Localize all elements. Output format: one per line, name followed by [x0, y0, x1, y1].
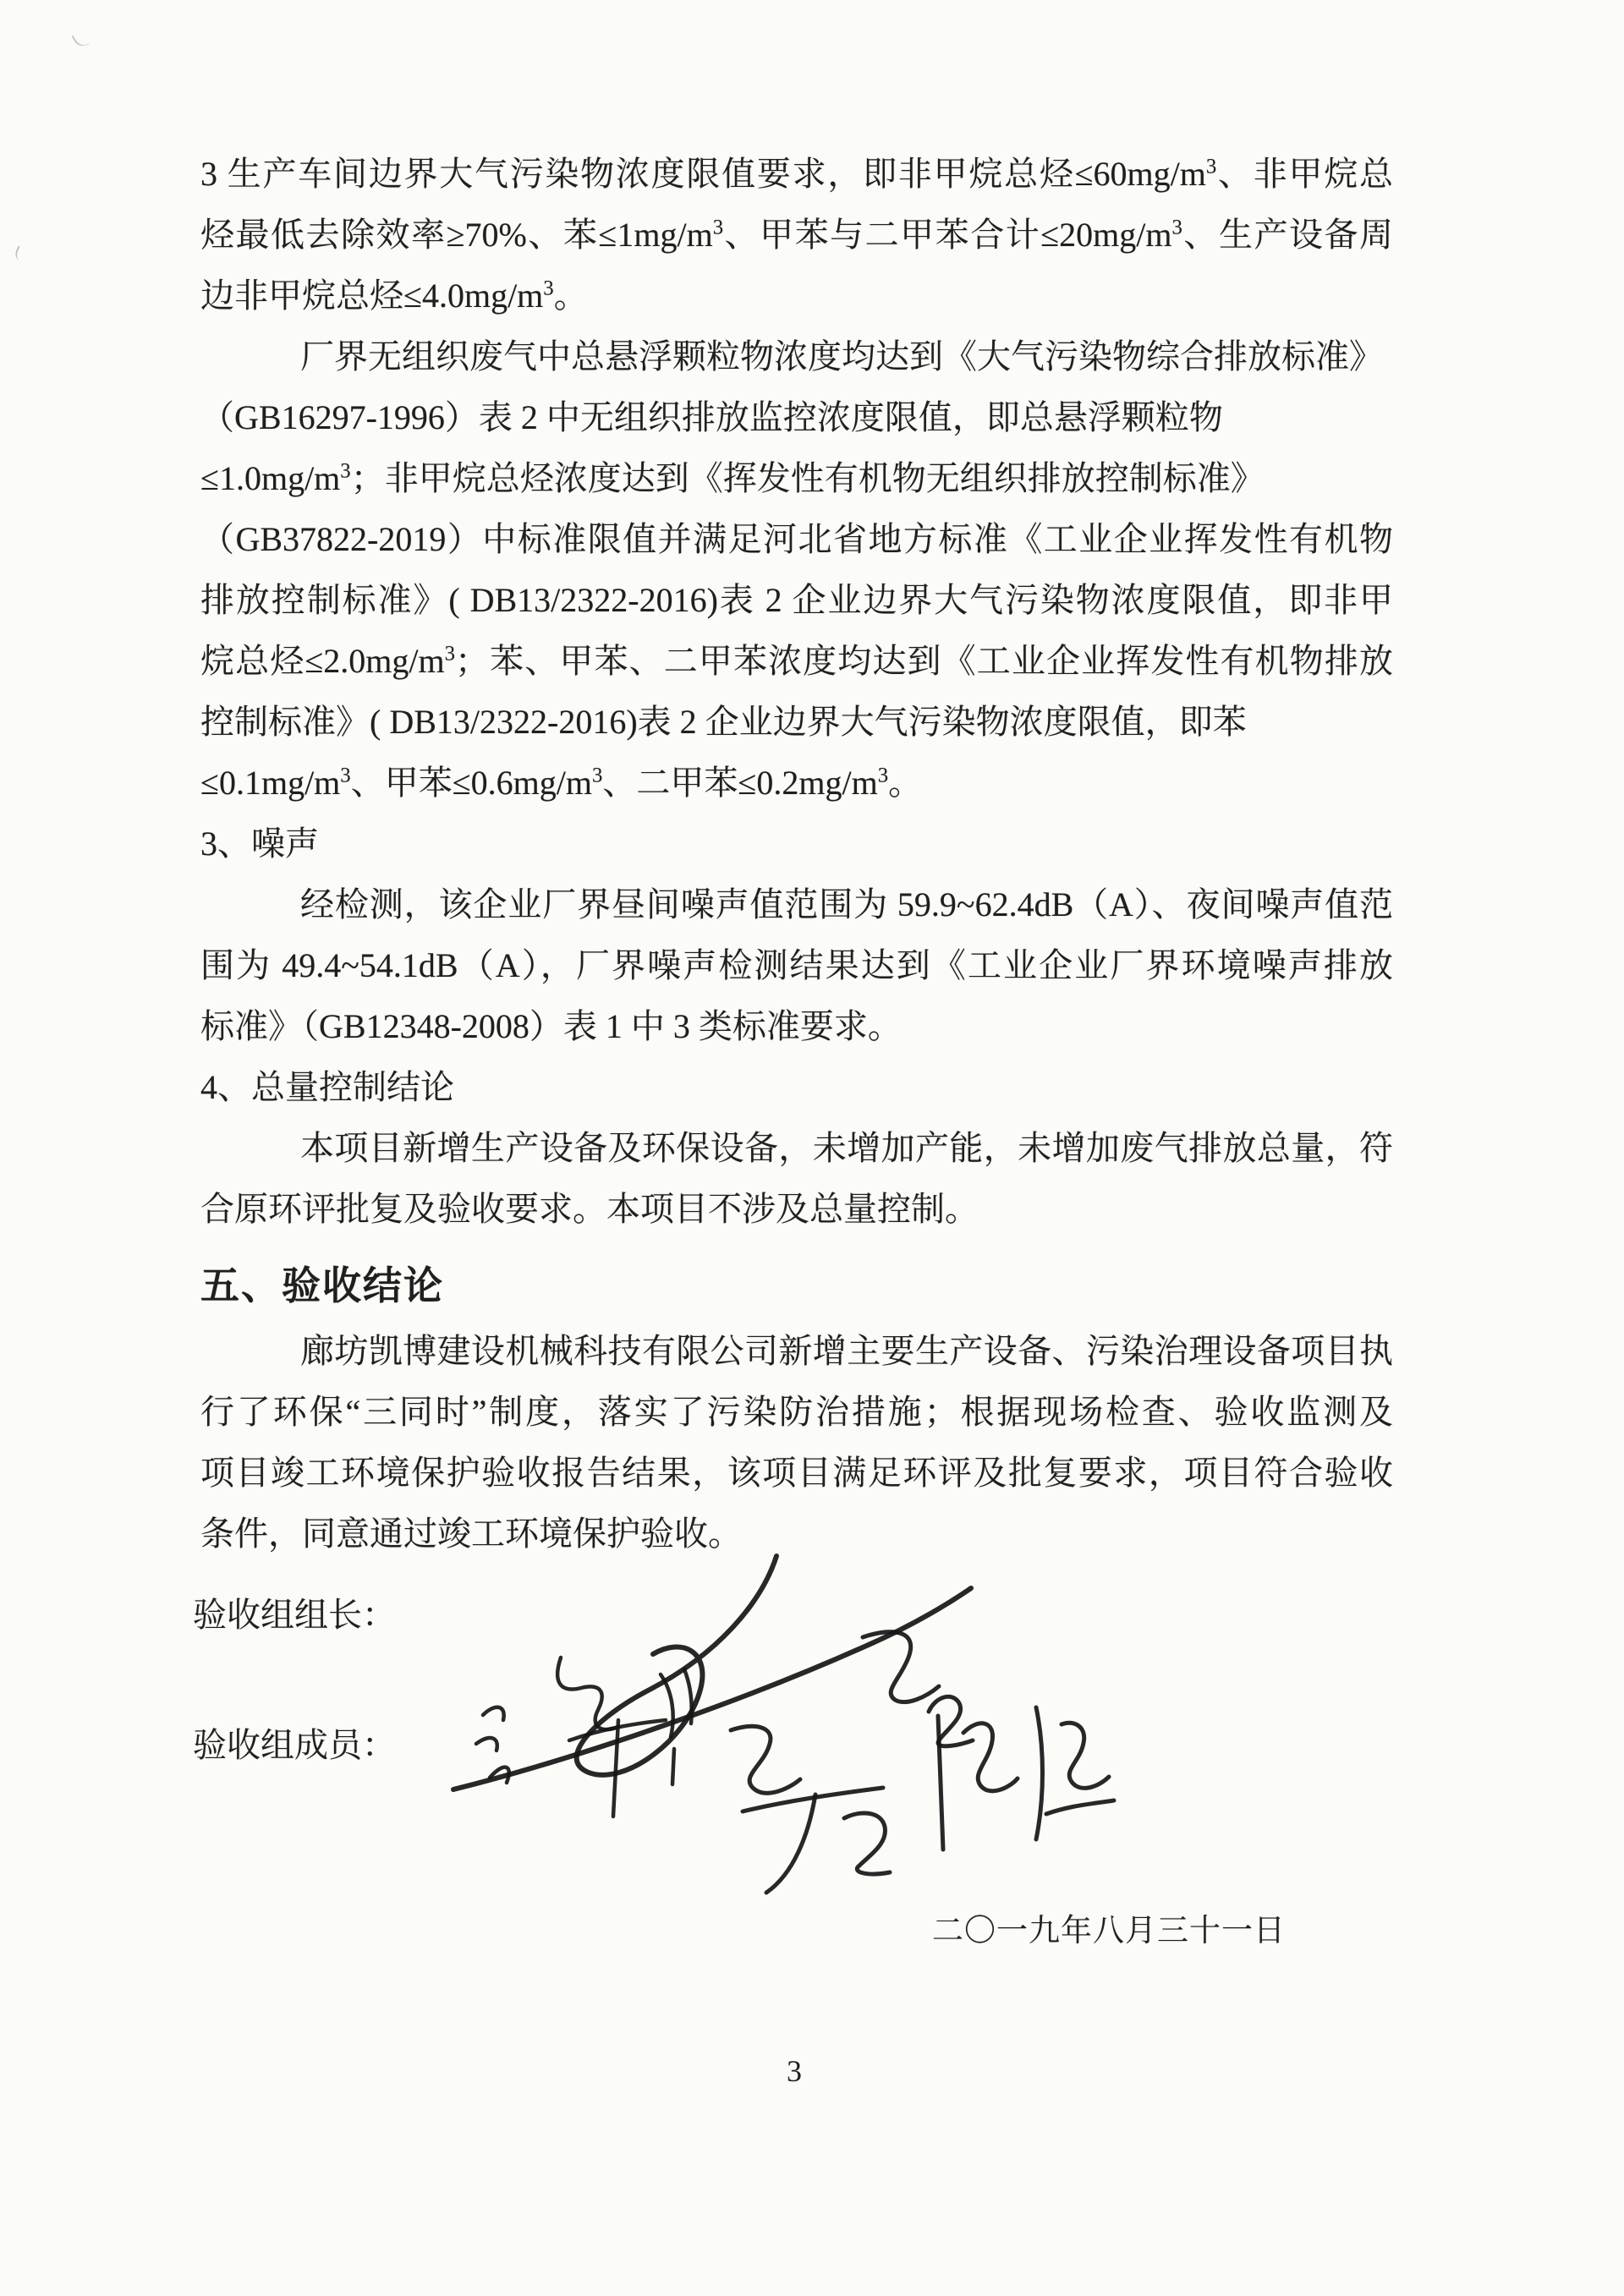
text-line: 3、噪声	[200, 825, 319, 863]
text-line: 控制标准》( DB13/2322-2016)表 2 企业边界大气污染物浓度限值，即苯	[200, 703, 1247, 741]
text-line: （GB16297-1996）表 2 中无组织排放监控浓度限值，即总悬浮颗粒物	[200, 398, 1223, 436]
text-line: 经检测，该企业厂界昼间噪声值范围为 59.9~62.4dB（A）、夜间噪声值范	[300, 885, 1393, 923]
document-date: 二〇一九年八月三十一日	[932, 1914, 1286, 1948]
member-signature-label: 验收组成员：	[193, 1726, 396, 1764]
member-signature-1	[461, 1649, 706, 1822]
member-signature-3	[918, 1687, 1121, 1873]
text-line: 项目竣工环境保护验收报告结果，该项目满足环评及批复要求，项目符合验收	[200, 1454, 1393, 1492]
text-line: 标准》（GB12348-2008）表 1 中 3 类标准要求。	[200, 1007, 902, 1045]
scan-artifact	[13, 245, 27, 261]
scan-artifact	[72, 30, 91, 50]
text-line: 烷总烃$\le 2.0mg/m^3$；苯、甲苯、二甲苯浓度均达到《工业企业挥发性有机物排放	[200, 642, 1394, 680]
text-line: 边非甲烷总烃$\le 4.0mg/m^3$。	[200, 277, 588, 315]
text-line: 合原环评批复及验收要求。本项目不涉及总量控制。	[200, 1190, 979, 1228]
text-line: 围为 49.4~54.1dB（A），厂界噪声检测结果达到《工业企业厂界环境噪声排放	[200, 946, 1393, 984]
text-line: $\le 1.0mg/m^3$；非甲烷总烃浓度达到《挥发性有机物无组织排放控制标准》	[200, 459, 1265, 497]
text-line: 廊坊凯博建设机械科技有限公司新增主要生产设备、污染治理设备项目执	[300, 1332, 1393, 1370]
page-number: 3	[787, 2054, 802, 2088]
text-line: 厂界无组织废气中总悬浮颗粒物浓度均达到《大气污染物综合排放标准》	[300, 337, 1383, 375]
document-body	[200, 144, 1393, 1564]
text-line: 本项目新增生产设备及环保设备，未增加产能，未增加废气排放总量，符	[300, 1129, 1393, 1167]
text-line: （GB37822-2019）中标准限值并满足河北省地方标准《工业企业挥发性有机物	[200, 520, 1393, 558]
text-line: $\le 0.1mg/m^3$、甲苯$\le 0.6mg/m^3$、二甲苯$\le 0.2mg/m^3$。	[200, 764, 923, 802]
text-line: 4、总量控制结论	[200, 1068, 454, 1106]
text-line: 行了环保“三同时”制度，落实了污染防治措施；根据现场检查、验收监测及	[200, 1393, 1393, 1431]
text-line: 排放控制标准》( DB13/2322-2016)表 2 企业边界大气污染物浓度限值，即非甲	[200, 581, 1393, 619]
member-signature-2	[702, 1708, 914, 1899]
section-heading: 五、验收结论	[200, 1263, 444, 1307]
leader-signature-label: 验收组组长：	[193, 1596, 396, 1634]
text-line: 3 生产车间边界大气污染物浓度限值要求，即非甲烷总烃$\le 60mg/m^3$、非甲烷总	[200, 155, 1393, 193]
text-line: 烃最低去除效率≥70%、苯$\le 1mg/m^3$、甲苯与二甲苯合计$\le 20mg/m^3$、生产设备周	[200, 216, 1393, 254]
text-line: 条件，同意通过竣工环境保护验收。	[200, 1515, 742, 1553]
